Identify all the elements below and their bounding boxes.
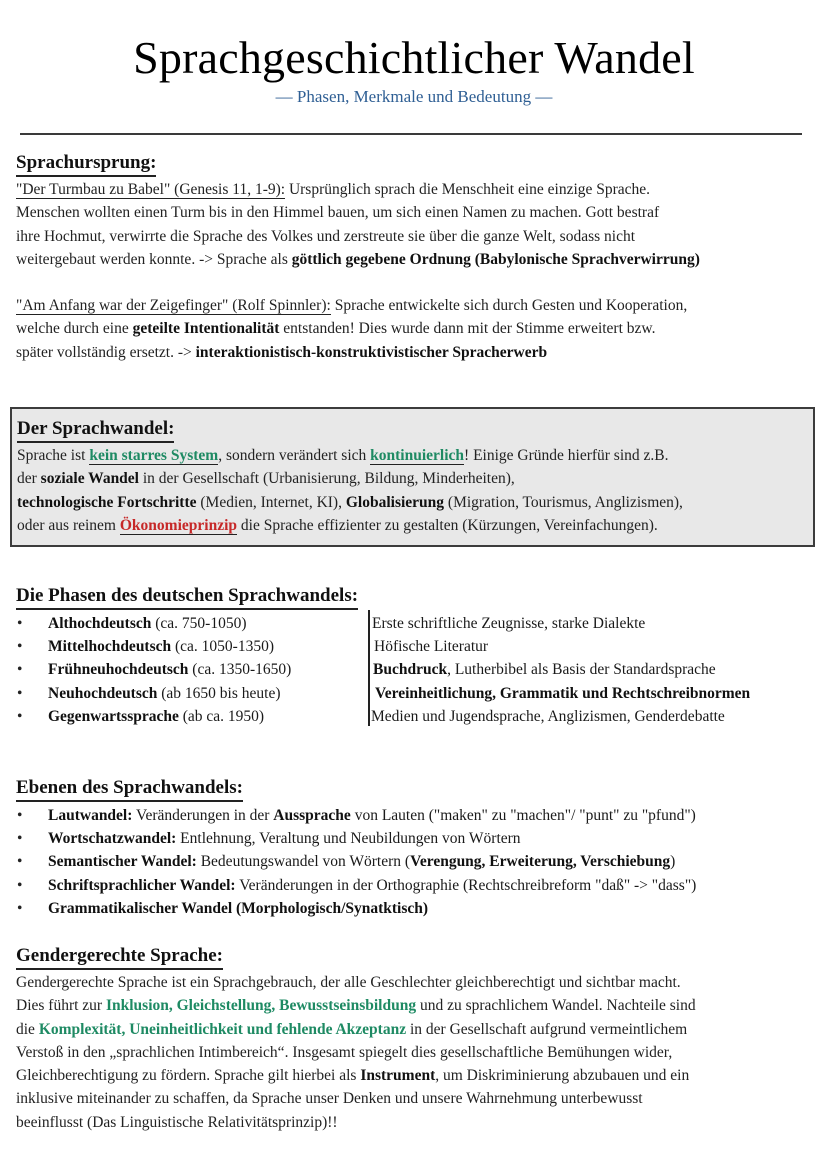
key-term: göttlich gegebene Ordnung (Babylonische Sprachverwirrung) xyxy=(291,250,700,268)
section-heading: Der Sprachwandel: xyxy=(17,417,174,443)
bullet-icon: • xyxy=(17,830,23,848)
source-citation: "Der Turmbau zu Babel" (Genesis 11, 1-9): xyxy=(16,181,286,198)
key-term: soziale Wandel xyxy=(40,470,139,488)
key-term: interaktionistisch-konstruktivistischer Spracherwerb xyxy=(195,343,548,361)
phase-period: (ab ca. 1950) xyxy=(178,707,265,725)
bullet-icon: • xyxy=(17,807,23,824)
level-term: Wortschatzwandel: xyxy=(48,830,177,848)
key-term: geteilte Intentionalität xyxy=(132,320,280,338)
phase-period: (ca. 1050-1350) xyxy=(171,638,275,656)
phase-description: Medien und Jugendsprache, Anglizismen, Genderdebatte xyxy=(371,707,725,725)
level-term: Semantischer Wandel: xyxy=(48,853,197,871)
bullet-icon: • xyxy=(17,853,23,871)
highlight-green: kontinuierlich xyxy=(370,447,465,464)
level-term: Schriftsprachlicher Wandel: xyxy=(48,876,236,894)
bullet-icon: • xyxy=(17,615,23,632)
phase-row: • Frühneuhochdeutsch (ca. 1350-1650) Buchdruck, Lutherbibel als Basis der Standardsprache xyxy=(16,658,816,681)
phase-description: Erste schriftliche Zeugnisse, starke Dialekte xyxy=(372,615,646,632)
phase-name: Mittelhochdeutsch xyxy=(48,638,172,656)
section-sprachursprung xyxy=(16,151,816,364)
highlight-green: Inklusion, Gleichstellung, Bewusstseinsbildung xyxy=(105,997,417,1015)
list-item: • Lautwandel: Veränderungen in der Aussprache von Lauten ("maken" zu "machen"/ "punt" zu "pfund") xyxy=(16,804,816,827)
level-term: Grammatikalischer Wandel (Morphologisch/Synatktisch) xyxy=(48,899,429,917)
section-ebenen xyxy=(16,776,816,920)
bullet-icon: • xyxy=(17,638,23,656)
phase-description: Höfische Literatur xyxy=(374,638,489,656)
bullet-icon: • xyxy=(17,684,23,702)
title-divider xyxy=(20,133,802,135)
key-term: Globalisierung xyxy=(345,493,445,511)
paragraph-gender: Gendergerechte Sprache ist ein Sprachgebrauch, der alle Geschlechter gleichberechtigt und sichtbar macht. Dies führt zur Inklusion, Gleichstellung, Bewusstseinsbildung und zu sprachlichem Wandel. Nachteile sind die Komplexität, Uneinheitlichkeit und fehlende Akzeptanz in der Gesellschaft aufgrund vermeintlichem Verstoß in den „sprachlichen Intimbereich“. Insgesamt spiegelt dies gesellschaftliche Bemühungen wider, Gleichberechtigung zu fördern. Sprache gilt hierbei als Instrument, um Diskriminierung abzubauen und ein inklusive miteinander zu schaffen, da Sprache unser Denken und unsere Wahrnehmung unterbewusst beeinflusst (Das Linguistische Relativitätsprinzip)!! xyxy=(16,974,696,1131)
key-term: Instrument xyxy=(360,1067,436,1085)
bullet-icon: • xyxy=(17,661,23,679)
bullet-icon: • xyxy=(17,876,23,894)
phase-period: (ca. 750-1050) xyxy=(151,615,247,632)
level-term: Lautwandel: xyxy=(48,807,133,824)
list-item: • Wortschatzwandel: Entlehnung, Veraltung und Neubildungen von Wörtern xyxy=(16,827,816,850)
list-item xyxy=(16,897,816,920)
highlight-green: Komplexität, Uneinheitlichkeit und fehlende Akzeptanz xyxy=(38,1020,407,1038)
list-item: • Schriftsprachlicher Wandel: Veränderungen in der Orthographie (Rechtschreibreform "daß" -> "dass") xyxy=(16,874,816,897)
page-subtitle: — Phasen, Merkmale und Bedeutung — xyxy=(275,87,553,106)
source-citation: "Am Anfang war der Zeigefinger" (Rolf Spinnler): xyxy=(16,297,331,315)
phase-description: , Lutherbibel als Basis der Standardsprache xyxy=(447,661,716,679)
section-heading: Gendergerechte Sprache: xyxy=(16,944,223,970)
phase-row xyxy=(16,635,816,658)
phase-name: Althochdeutsch xyxy=(48,615,152,632)
phase-period: (ca. 1350-1650) xyxy=(188,661,292,679)
phase-row xyxy=(16,612,816,635)
levels-list xyxy=(16,804,816,920)
bullet-icon: • xyxy=(17,707,23,725)
phase-row xyxy=(16,705,816,728)
phase-period: (ab 1650 bis heute) xyxy=(157,684,281,702)
list-item: • Semantischer Wandel: Bedeutungswandel von Wörtern (Verengung, Erweiterung, Verschiebung) xyxy=(16,850,816,873)
paragraph-zeigefinger: "Am Anfang war der Zeigefinger" (Rolf Spinnler): Sprache entwickelte sich durch Gesten und Kooperation, welche durch eine geteilte Intentionalität entstanden! Dies wurde dann mit der Stimme erweitert bzw. später vollständig ersetzt. -> interaktionistisch-konstruktivistischer Spracherwerb xyxy=(16,297,688,361)
phase-name: Frühneuhochdeutsch xyxy=(48,661,189,679)
phase-row: • Neuhochdeutsch (ab 1650 bis heute) Vereinheitlichung, Grammatik und Rechtschreibnormen xyxy=(16,682,816,705)
section-heading: Die Phasen des deutschen Sprachwandels: xyxy=(16,584,358,610)
phase-name: Gegenwartssprache xyxy=(48,707,179,725)
section-heading: Ebenen des Sprachwandels: xyxy=(16,776,243,802)
sprachwandel-box xyxy=(10,407,815,547)
paragraph-sprachwandel: Sprache ist kein starres System, sondern verändert sich kontinuierlich! Einige Gründe hierfür sind z.B. der soziale Wandel in der Gesellschaft (Urbanisierung, Bildung, Minderheiten), technologische Fortschritte (Medien, Internet, KI), Globalisierung (Migration, Tourismus, Anglizismen), oder aus reinem Ökonomieprinzip die Sprache effizienter zu gestalten (Kürzungen, Vereinfachungen). xyxy=(17,447,683,534)
key-term: technologische Fortschritte xyxy=(17,493,197,511)
phase-name: Neuhochdeutsch xyxy=(48,684,158,702)
page-title: Sprachgeschichtlicher Wandel xyxy=(133,32,695,83)
section-heading: Sprachursprung: xyxy=(16,151,156,177)
highlight-green: kein starres System xyxy=(89,447,219,464)
phases-list xyxy=(16,612,816,728)
bullet-icon: • xyxy=(17,899,23,917)
highlight-red: Ökonomieprinzip xyxy=(119,516,238,534)
paragraph-babel: "Der Turmbau zu Babel" (Genesis 11, 1-9): Ursprünglich sprach die Menschheit eine einzige Sprache. Menschen wollten einen Turm bis in den Himmel bauen, um sich einen Namen zu machen. Gott bestraf ihre Hochmut, verwirrte die Sprache des Volkes und zerstreute sie über die ganze Welt, sodass nicht weitergebaut werden konnte. -> Sprache als göttlich gegebene Ordnung (Babylonische Sprachverwirrung) xyxy=(16,181,700,268)
section-gender xyxy=(16,944,816,1134)
section-phasen xyxy=(16,584,816,728)
